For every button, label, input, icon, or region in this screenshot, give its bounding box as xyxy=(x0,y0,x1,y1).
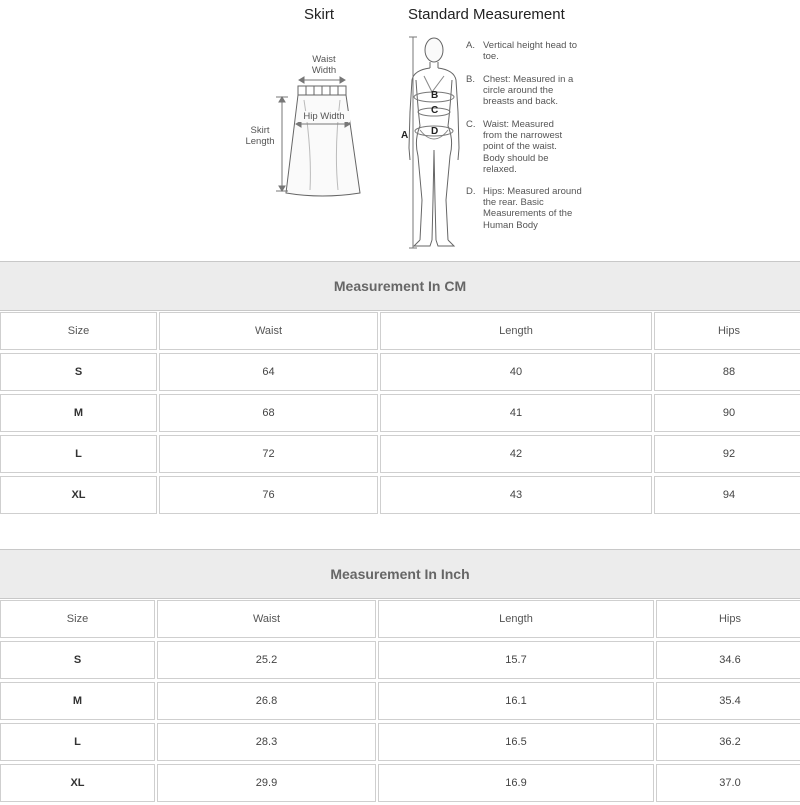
waist-cell: 25.2 xyxy=(157,641,376,679)
waist-cell: 72 xyxy=(159,435,378,473)
header-length: Length xyxy=(378,600,654,638)
table-header-row xyxy=(0,312,800,350)
hips-cell: 35.4 xyxy=(656,682,800,720)
legend-text: Vertical height head to toe. xyxy=(483,40,578,63)
table-row xyxy=(0,682,800,720)
table-row xyxy=(0,353,800,391)
waist-width-arrow xyxy=(299,77,345,83)
waist-cell: 64 xyxy=(159,353,378,391)
letter-b: B xyxy=(431,90,439,101)
hips-cell: 37.0 xyxy=(656,764,800,802)
header-length: Length xyxy=(380,312,652,350)
legend-item-d xyxy=(466,186,596,231)
letter-c: C xyxy=(431,105,439,116)
legend-key: C. xyxy=(466,119,476,130)
legend-text: Waist: Measured from the narrowest point of the waist. Body should be relaxed. xyxy=(483,119,563,175)
header-waist: Waist xyxy=(157,600,376,638)
length-cell: 43 xyxy=(380,476,652,514)
size-cell: XL xyxy=(0,764,155,802)
diagram-drawing xyxy=(0,0,800,258)
cm-size-table xyxy=(0,309,800,517)
legend-key: D. xyxy=(466,186,476,197)
hips-cell: 88 xyxy=(654,353,800,391)
legend-item-c xyxy=(466,119,596,175)
inch-size-table xyxy=(0,597,800,805)
length-cell: 16.1 xyxy=(378,682,654,720)
skirt-length-label: Skirt Length xyxy=(245,125,275,147)
waist-cell: 28.3 xyxy=(157,723,376,761)
size-cell: S xyxy=(0,353,157,391)
legend-text: Hips: Measured around the rear. Basic Measurements of the Human Body xyxy=(483,186,582,231)
table-header-row xyxy=(0,600,800,638)
measurement-diagram xyxy=(0,0,800,258)
waist-cell: 29.9 xyxy=(157,764,376,802)
skirt-heading: Skirt xyxy=(304,6,334,23)
length-cell: 40 xyxy=(380,353,652,391)
size-cell: XL xyxy=(0,476,157,514)
hips-cell: 92 xyxy=(654,435,800,473)
hips-cell: 34.6 xyxy=(656,641,800,679)
header-hips: Hips xyxy=(654,312,800,350)
legend-key: B. xyxy=(466,74,475,85)
hips-cell: 90 xyxy=(654,394,800,432)
waist-cell: 26.8 xyxy=(157,682,376,720)
waist-cell: 76 xyxy=(159,476,378,514)
cm-table-title: Measurement In CM xyxy=(0,261,800,311)
inch-table-title: Measurement In Inch xyxy=(0,549,800,599)
size-cell: M xyxy=(0,682,155,720)
legend-key: A. xyxy=(466,40,475,51)
size-cell: L xyxy=(0,435,157,473)
length-cell: 16.9 xyxy=(378,764,654,802)
length-cell: 42 xyxy=(380,435,652,473)
length-cell: 15.7 xyxy=(378,641,654,679)
standard-measurement-heading: Standard Measurement xyxy=(408,6,565,23)
size-cell: L xyxy=(0,723,155,761)
table-row xyxy=(0,764,800,802)
legend-item-b xyxy=(466,74,596,108)
skirt-illustration xyxy=(286,86,360,196)
table-row xyxy=(0,435,800,473)
human-figure-illustration xyxy=(409,38,459,246)
size-cell: M xyxy=(0,394,157,432)
header-size: Size xyxy=(0,600,155,638)
hip-width-label: Hip Width xyxy=(298,111,350,122)
header-size: Size xyxy=(0,312,157,350)
table-row xyxy=(0,723,800,761)
letter-d: D xyxy=(431,126,439,137)
length-cell: 16.5 xyxy=(378,723,654,761)
size-cell: S xyxy=(0,641,155,679)
header-waist: Waist xyxy=(159,312,378,350)
hips-cell: 36.2 xyxy=(656,723,800,761)
waist-cell: 68 xyxy=(159,394,378,432)
hips-cell: 94 xyxy=(654,476,800,514)
table-row xyxy=(0,394,800,432)
table-row xyxy=(0,476,800,514)
waist-width-label: Waist Width xyxy=(311,54,337,76)
letter-a: A xyxy=(401,130,409,141)
legend-text: Chest: Measured in a circle around the breasts and back. xyxy=(483,74,574,108)
table-row xyxy=(0,641,800,679)
legend-item-a xyxy=(466,40,596,62)
length-cell: 41 xyxy=(380,394,652,432)
header-hips: Hips xyxy=(656,600,800,638)
